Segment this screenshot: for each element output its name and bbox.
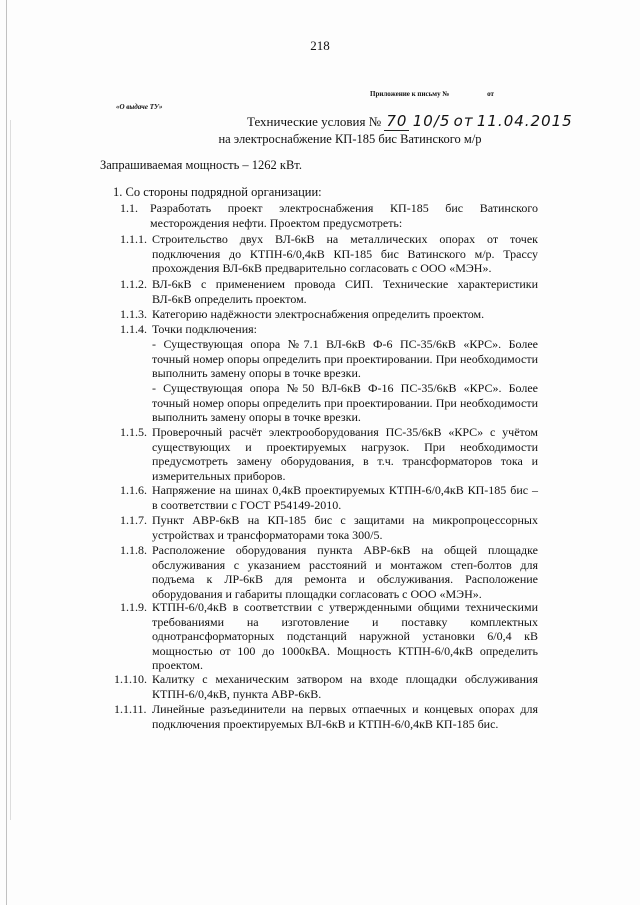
handwritten-suffix: 10/5 [412,112,451,130]
subitem-number: 1.1.7. [120,513,147,527]
subitem-number: 1.1.8. [120,543,147,557]
subitem-number: 1.1.6. [120,483,147,497]
connection-point-text: - Существующая опора №50 ВЛ-6кВ Ф-16 ПС-35/6кВ «КРС». Более точный номер опоры определить при проектировании. При необходимости выполнить замену опоры в точке врезки. [152,381,538,425]
appendix-from: от [487,90,494,98]
subitem-number: 1.1.1. [120,232,147,246]
subitem-text: Калитку с механическим затвором на входе площадки обслуживания КТПН-6/0,4кВ, пункта АВР-6кВ. [152,672,538,701]
section-heading: 1. Со стороны подрядной организации: [113,185,322,199]
subitem-text: Проверочный расчёт электрооборудования ПС-35/6кВ «КРС» с учётом существующих и проектируемых нагрузок. При необходимости предусмотреть замену оборудования, в т.ч. трансформаторов тока и измерительных приборов. [152,425,538,483]
subitem-number: 1.1.11. [114,702,147,716]
subitem-text: Строительство двух ВЛ-6кВ на металлических опорах от точек подключения до КТПН-6/0,4кВ КП-185 бис Ватинского м/р. Трассу прохождения ВЛ-6кВ предварительно согласовать с ООО «МЭН». [152,232,538,276]
page-number: 218 [310,38,330,53]
subitem-text: КТПН-6/0,4кВ в соответствии с утвержденными общими техническими требованиями на изготовление и поставку комплектных однотрансформаторных подстанций наружной установки 6/0,4 кВ мощностью от 100 до 1000кВА. Мощность КТПН-6/0,4кВ определить проектом. [152,600,538,673]
item-text: Разработать проект электроснабжения КП-185 бис Ватинского месторождения нефти. Проектом предусмотреть: [150,201,538,230]
subitem-number: 1.1.9. [120,600,147,614]
appendix-note [370,90,494,98]
subitem-text: Линейные разъединители на первых отпаечных и концевых опорах для подключения проектируемых ВЛ-6кВ и КТПН-6/0,4кВ КП-185 бис. [152,702,538,731]
subitem-number: 1.1.4. [120,322,147,336]
item-number: 1.1. [120,201,138,215]
subitem-text: Расположение оборудования пункта АВР-6кВ на общей площадке обслуживания с указанием расстояний и монтажом степ-болтов для подъема к ЛР-6кВ для ремонта и обслуживания. Расположение оборудования и габариты площадки согласовать с ООО «МЭН». [152,543,538,601]
subitem-number: 1.1.3. [120,307,147,321]
subitem-number: 1.1.10. [114,672,147,686]
title-from: от [453,112,474,130]
appendix-label: Приложение к письму № [370,90,450,98]
subitem-text: Напряжение на шинах 0,4кВ проектируемых КТПН-6/0,4кВ КП-185 бис – в соответствии с ГОСТ Р54149-2010. [152,483,538,512]
requested-power: Запрашиваемая мощность – 1262 кВт. [100,158,302,172]
connection-point-text: - Существующая опора №7.1 ВЛ-6кВ Ф-6 ПС-35/6кВ «КРС». Более точный номер опоры определить при проектировании. При необходимости выполнить замену опоры в точке врезки. [152,337,538,381]
subtitle-quote: «О выдаче ТУ» [116,103,163,111]
subitem-number: 1.1.5. [120,425,147,439]
subitem-text: ВЛ-6кВ с применением провода СИП. Технические характеристики ВЛ-6кВ определить проектом. [152,277,538,306]
document-title [247,112,573,131]
handwritten-number: 70 [386,112,408,130]
title-line-2: на электроснабжение КП-185 бис Ватинского м/р [218,132,482,146]
subitem-text: Пункт АВР-6кВ на КП-185 бис с защитами на микропроцессорных устройствах и трансформаторами тока 300/5. [152,513,538,542]
title-prefix: Технические условия № [247,114,382,129]
subitem-text: Категорию надёжности электроснабжения определить проектом. [152,307,485,321]
subitem-text: Точки подключения: [152,322,257,336]
scan-edge-line [10,120,11,820]
subitem-number: 1.1.2. [120,277,147,291]
handwritten-date: 11.04.2015 [476,112,573,130]
